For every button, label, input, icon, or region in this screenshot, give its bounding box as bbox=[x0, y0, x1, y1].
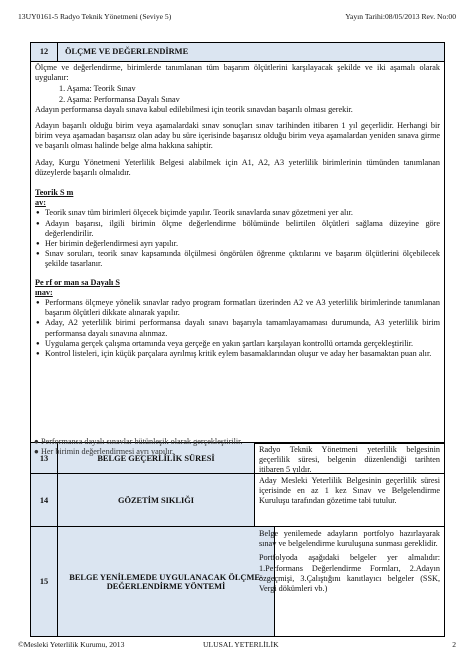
list-item: ● Teorik sınav tüm birimleri ölçecek biçimde yapılır. Teorik sınavlarda sınav gözetmeni yer alır. bbox=[35, 208, 440, 218]
footer-title: ULUSAL YETERLİLİK bbox=[203, 640, 279, 649]
header-document-id: 13UY0161-5 Radyo Teknik Yönetmeni (Seviye 5) bbox=[18, 12, 172, 21]
overlap-line: ● Her birimin değerlendirmesi ayrı yapılır. bbox=[34, 447, 175, 456]
overlap-line: ● Performansa dayalı sınavlar bütünleşik olarak gerçekleştirilir. bbox=[34, 437, 243, 446]
section-body bbox=[35, 63, 440, 359]
stage-list bbox=[35, 84, 440, 104]
table-row bbox=[31, 473, 444, 526]
section-header bbox=[31, 43, 444, 62]
performance-heading: Pe rf or man sa Dayalı S ınav: bbox=[35, 277, 120, 297]
section-title: ÖLÇME VE DEĞERLENDİRME bbox=[65, 47, 189, 56]
table-row bbox=[31, 526, 444, 636]
row-description: Belge yenilemede adayların portfolyo hazırlayarak sınav ve belgelendirme kuruluşuna sunması gereklidir. Portfolyoda aşağıdaki belgeler yer almalıdır: 1.Performans Değerlendirme Formları, 2.Adayın özgeçmişi, 3.Çalıştığını kanıtlayıcı belgeler (SSK, Vergi dökümleri vb.) bbox=[259, 529, 440, 594]
row-title: GÖZETİM SIKLIĞI bbox=[58, 474, 255, 526]
paragraph-theory-required: Adayın performansa dayalı sınava kabul edilebilmesi için teorik sınavdan başarılı olması gerekir. bbox=[35, 104, 353, 114]
list-item: ● Sınav soruları, teorik sınav kapsamında ölçülmesi öngörülen öğrenme çıktılarını ve başarım ölçütlerini ölçebilecek şekilde tasarlanır. bbox=[35, 249, 440, 269]
performance-list bbox=[35, 298, 440, 359]
stage-item: 2. Aşama: Performansa Dayalı Sınav bbox=[59, 94, 180, 104]
page-number: 2 bbox=[452, 640, 456, 649]
list-item: ● Adayın başarısı, ilgili birimin ölçme değerlendirme bölümünde belirtilen ölçütleri sağlama düzeyine göre değerlendirilir. bbox=[35, 219, 440, 239]
paragraph-certificate: Aday, Kurgu Yönetmeni Yeterlilik Belgesi alabilmek için A1, A2, A3 yeterlilik birimlerinin tümünden tanımlanan düzeylerde başarılı olmalıdır. bbox=[35, 157, 440, 177]
row-number: 13 bbox=[31, 443, 58, 473]
header-publish-info: Yayın Tarihi:08/05/2013 Rev. No:00 bbox=[345, 12, 456, 21]
section-measurement-evaluation bbox=[30, 42, 445, 444]
info-table bbox=[30, 442, 445, 637]
list-item: ● Performans ölçmeye yönelik sınavlar radyo program formatları üzerinden A2 ve A3 yeterlilik birimlerinde tanımlanan başarım ölçütleri dikkate alınarak yapılır. bbox=[35, 298, 440, 318]
row-number: 14 bbox=[31, 474, 58, 526]
section-number: 12 bbox=[31, 43, 58, 61]
row-description: Radyo Teknik Yönetmeni yeterlilik belgesinin geçerlilik süresi, belgenin düzenlendiği tarihten itibaren 5 yıldır. bbox=[259, 445, 440, 475]
row-title: BELGE GEÇERLİLİK SÜRESİ bbox=[58, 443, 255, 473]
footer-copyright: ©Mesleki Yeterlilik Kurumu, 2013 bbox=[18, 640, 125, 649]
list-item: ● Aday, A2 yeterlilik birimi performansa dayalı sınavı başarıyla tamamlayamaması durumunda, A3 yeterlilik birim performansa dayalı sınavına alınmaz. bbox=[35, 318, 440, 338]
row-description: Aday Mesleki Yeterlilik Belgesinin geçerlilik süresi içerisinde en az 1 kez Sınav ve Belgelendirme Kuruluşu tarafından gözetime tabi tutulur. bbox=[259, 476, 440, 506]
theory-list bbox=[35, 208, 440, 269]
row-number: 15 bbox=[31, 527, 58, 636]
theory-heading: Teorik S m av: bbox=[35, 188, 74, 208]
row-title: BELGE YENİLEMEDE UYGULANACAK ÖLÇME-DEĞERLENDİRME YÖNTEMİ bbox=[58, 527, 275, 636]
overlapping-text bbox=[34, 437, 259, 457]
list-item: ● Uygulama gerçek çalışma ortamında veya gerçeğe en yakın şartları karşılayan kontrollü ortamda gerçekleştirilir. bbox=[35, 339, 440, 349]
list-item: ● Kontrol listeleri, için küçük parçalara ayrılmış kritik eylem basamaklarından oluşur ve aday her basamaktan puan alır. bbox=[35, 349, 440, 359]
paragraph-validity: Adayın başarılı olduğu birim veya aşamalardaki sınav sonuçları sınav tarihinden itibaren 1 yıl geçerlidir. Herhangi bir birim veya aşamadan başarısız olan aday bu süre içerisinde başarısız olduğu birim veya aşamalardan yeniden sınava girme ve başarılı olması halinde belge alma hakkına sahiptir. bbox=[35, 121, 440, 151]
list-item: ● Her birimin değerlendirmesi ayrı yapılır. bbox=[35, 239, 440, 249]
intro-paragraph: Ölçme ve değerlendirme, birimlerde tanımlanan tüm başarım ölçütlerini karşılayacak şekilde ve iki aşamalı olarak uygulanır: bbox=[35, 63, 440, 83]
stage-item: 1. Aşama: Teorik Sınav bbox=[59, 84, 136, 94]
